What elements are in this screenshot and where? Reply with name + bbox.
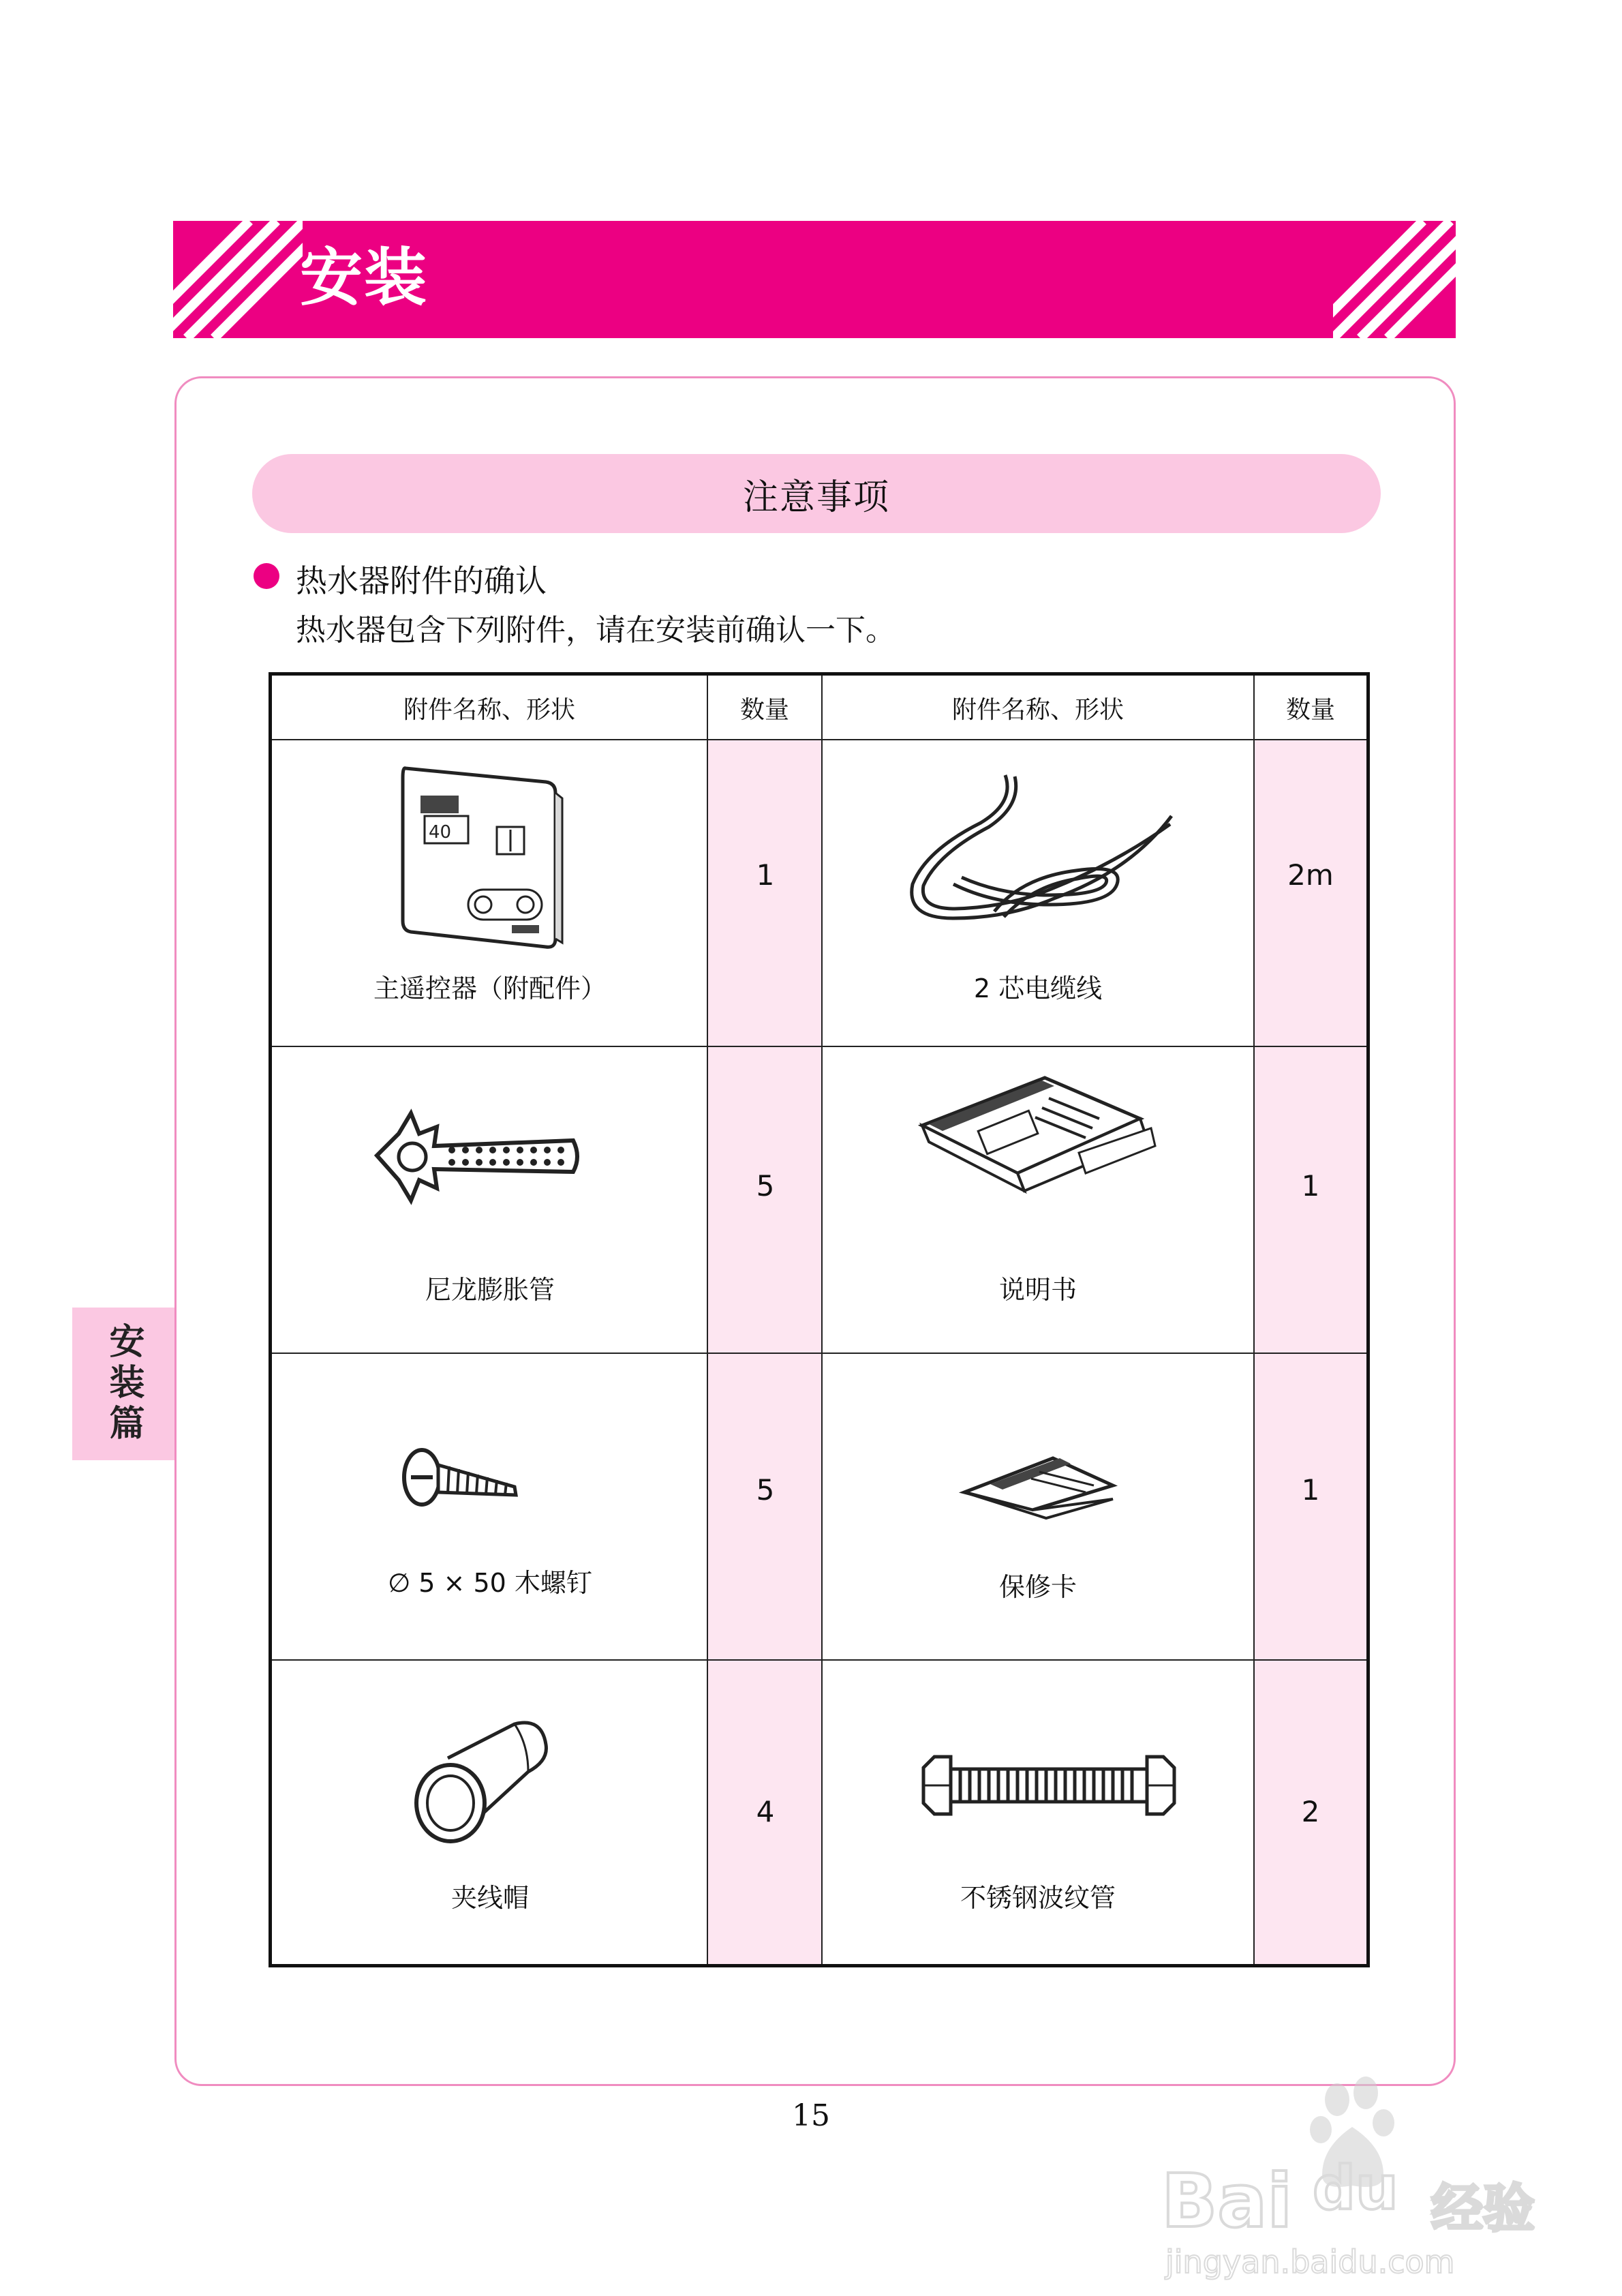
section-banner — [173, 221, 1456, 338]
part-qty: 2 — [1301, 1795, 1320, 1828]
bullet-dot-icon — [254, 563, 279, 589]
page-number: 15 — [792, 2098, 830, 2133]
side-tab-label: 安装篇 — [103, 1323, 144, 1445]
part-name: 保修卡 — [998, 1572, 1077, 1602]
header-qty-right: 数量 — [1285, 696, 1335, 724]
part-name: 尼龙膨胀管 — [425, 1275, 555, 1305]
part-qty: 5 — [756, 1473, 775, 1507]
baidu-watermark-logo — [1159, 2066, 1540, 2284]
warranty-card-icon — [958, 1445, 1121, 1526]
header-name-left: 附件名称、形状 — [403, 696, 575, 724]
row-divider — [272, 1659, 1366, 1661]
banner-stripes-left — [173, 221, 303, 338]
part-name: 说明书 — [998, 1275, 1077, 1305]
row-divider — [272, 1353, 1366, 1354]
part-qty: 1 — [1301, 1473, 1320, 1507]
part-qty: 5 — [756, 1169, 775, 1203]
intro-description: 热水器包含下列附件，请在安装前确认一下。 — [296, 613, 896, 648]
watermark-product: 经验 — [1431, 2178, 1535, 2239]
row-divider — [272, 1046, 1366, 1047]
side-tab — [72, 1308, 174, 1460]
part-name: 不锈钢波纹管 — [960, 1883, 1116, 1913]
watermark-domain: jingyan.baidu.com — [1165, 2244, 1455, 2280]
remote-controller-icon — [392, 761, 569, 952]
part-qty: 1 — [756, 858, 775, 892]
parts-table — [269, 672, 1370, 1967]
part-name: 主遥控器（附配件） — [373, 973, 607, 1003]
part-qty: 2m — [1287, 858, 1334, 892]
manual-booklet-icon — [915, 1071, 1161, 1200]
header-name-right: 附件名称、形状 — [951, 696, 1124, 724]
watermark-brand-tail: du — [1313, 2153, 1398, 2223]
part-qty: 1 — [1301, 1169, 1320, 1203]
watermark-brand: Bai — [1161, 2159, 1293, 2244]
wall-anchor-icon — [371, 1106, 583, 1209]
corrugated-hose-icon — [919, 1753, 1178, 1818]
cable-coil-icon — [899, 761, 1185, 939]
section-title: 安装 — [300, 241, 429, 314]
part-name: ∅ 5 × 50 木螺钉 — [388, 1568, 592, 1598]
wire-cap-icon — [412, 1717, 555, 1847]
header-qty-left: 数量 — [739, 696, 789, 724]
notice-title: 注意事项 — [742, 477, 890, 518]
svg-text:40: 40 — [429, 822, 452, 843]
intro-heading: 热水器附件的确认 — [296, 562, 547, 599]
part-name: 2 芯电缆线 — [973, 973, 1103, 1003]
notice-pill — [252, 454, 1381, 533]
wood-screw-icon — [399, 1442, 521, 1517]
banner-stripes-right — [1333, 221, 1456, 338]
part-qty: 4 — [756, 1795, 775, 1828]
part-name: 夹线帽 — [450, 1883, 529, 1913]
